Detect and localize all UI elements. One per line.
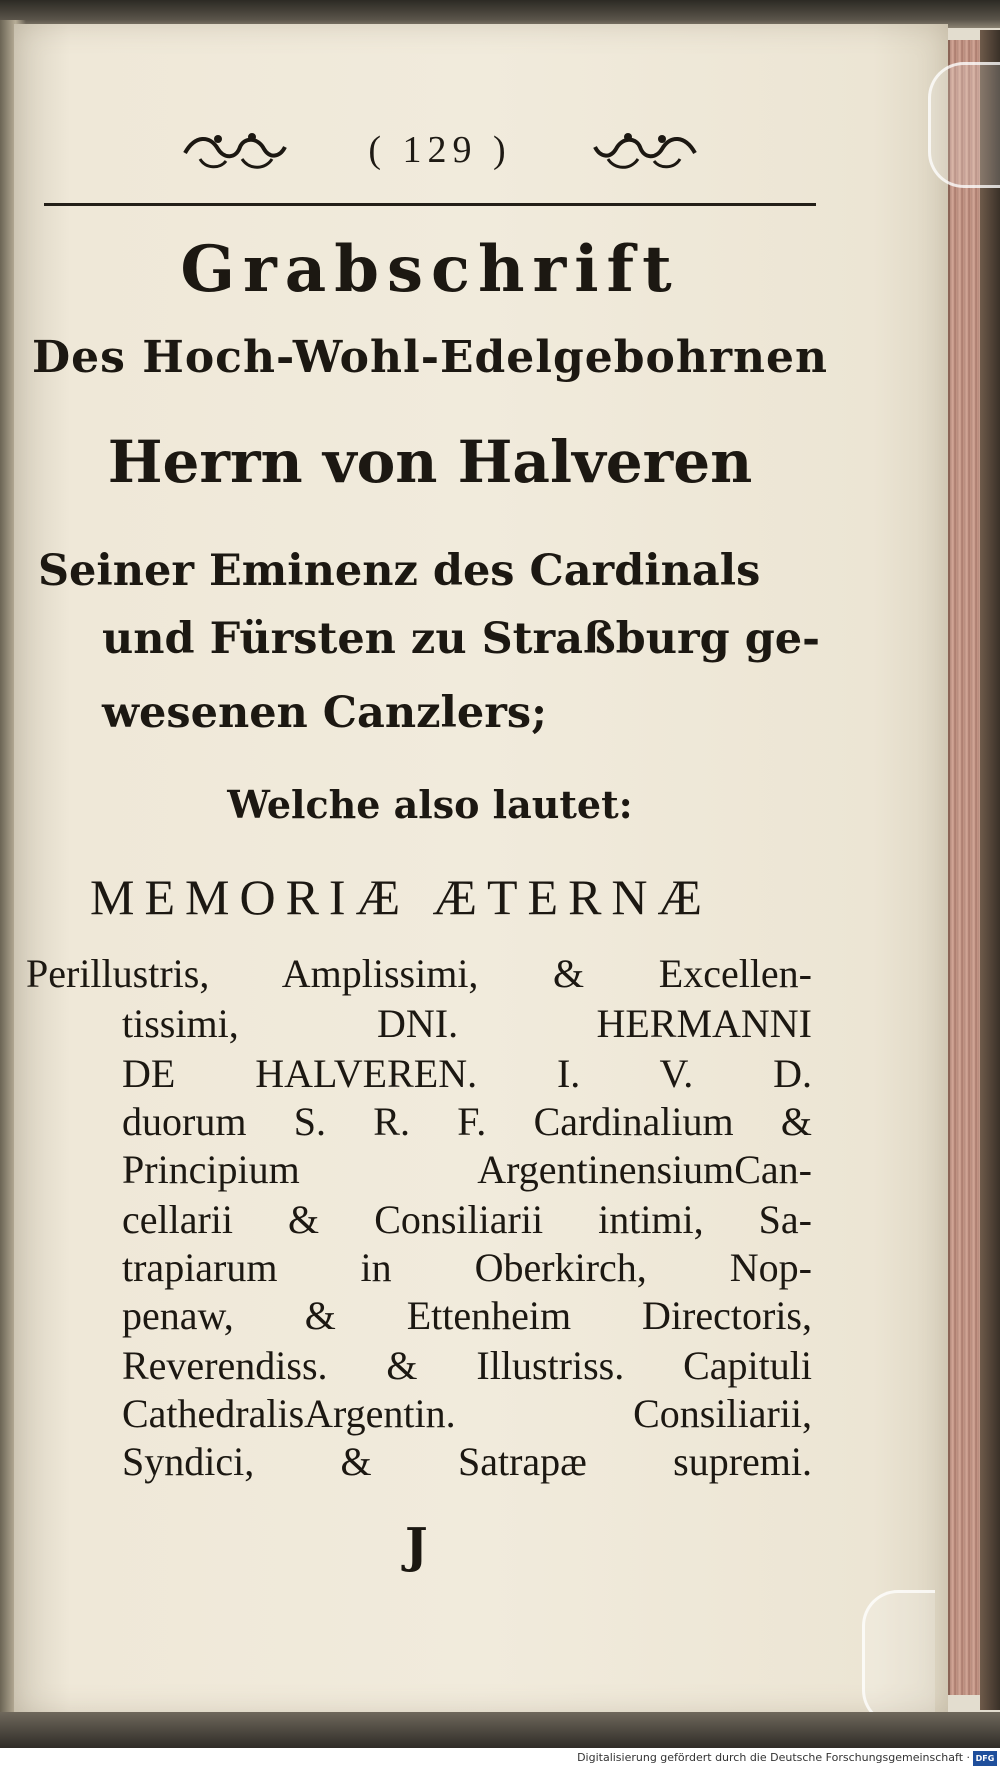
page-clip-bottom (862, 1590, 935, 1726)
header-rule (44, 203, 816, 206)
dfg-logo[interactable]: DFG (973, 1751, 997, 1766)
heading-line-3: Seiner Eminenz des Cardinals (38, 546, 761, 596)
page-edges (948, 40, 982, 1695)
inscription-line: CathedralisArgentin. Consiliarii, (122, 1391, 812, 1436)
running-header (180, 120, 700, 180)
page-edge-cover (980, 30, 1000, 1710)
inscription-line: trapiarum in Oberkirch, Nop- (122, 1245, 812, 1290)
book-binding-bottom (0, 1712, 1000, 1748)
inscription-line: Reverendiss. & Illustriss. Capituli (122, 1343, 812, 1388)
inscription-line: Perillustris, Amplissimi, & Excellen- (26, 951, 812, 996)
catchword: J (405, 1518, 428, 1574)
heading-line-5: wesenen Canzlers; (102, 688, 547, 738)
inscription-line: Syndici, & Satrapæ supremi. (122, 1439, 812, 1484)
ornament-left-icon (180, 125, 290, 175)
inscription-line: duorum S. R. F. Cardinalium & (122, 1099, 812, 1144)
ornament-right-icon (590, 125, 700, 175)
page-clip-top (928, 62, 1000, 188)
digitization-footer (0, 1748, 1000, 1771)
inscription-line: Principium ArgentinensiumCan- (122, 1147, 812, 1192)
inscription-line: tissimi, DNI. HERMANNI (122, 1001, 812, 1046)
heading-line-2: Herrn von Halveren (107, 428, 753, 496)
inscription-line: cellarii & Consiliarii intimi, Sa- (122, 1197, 812, 1242)
heading-line-1: Des Hoch-Wohl-Edelgebohrnen (32, 332, 828, 383)
funding-credit: Digitalisierung gefördert durch die Deutsche Forschungsgemeinschaft · (577, 1751, 970, 1764)
inscription-line: penaw, & Ettenheim Directoris, (122, 1293, 812, 1338)
inscription-head: MEMORIÆ ÆTERNÆ (90, 869, 712, 925)
epitaph-title: Grabschrift (180, 232, 680, 307)
heading-line-4: und Fürsten zu Straßburg ge- (102, 614, 820, 664)
inscription-line: DE HALVEREN. I. V. D. (122, 1051, 812, 1096)
page-number: ( 129 ) (368, 129, 512, 171)
heading-intro: Welche also lautet: (227, 782, 633, 827)
